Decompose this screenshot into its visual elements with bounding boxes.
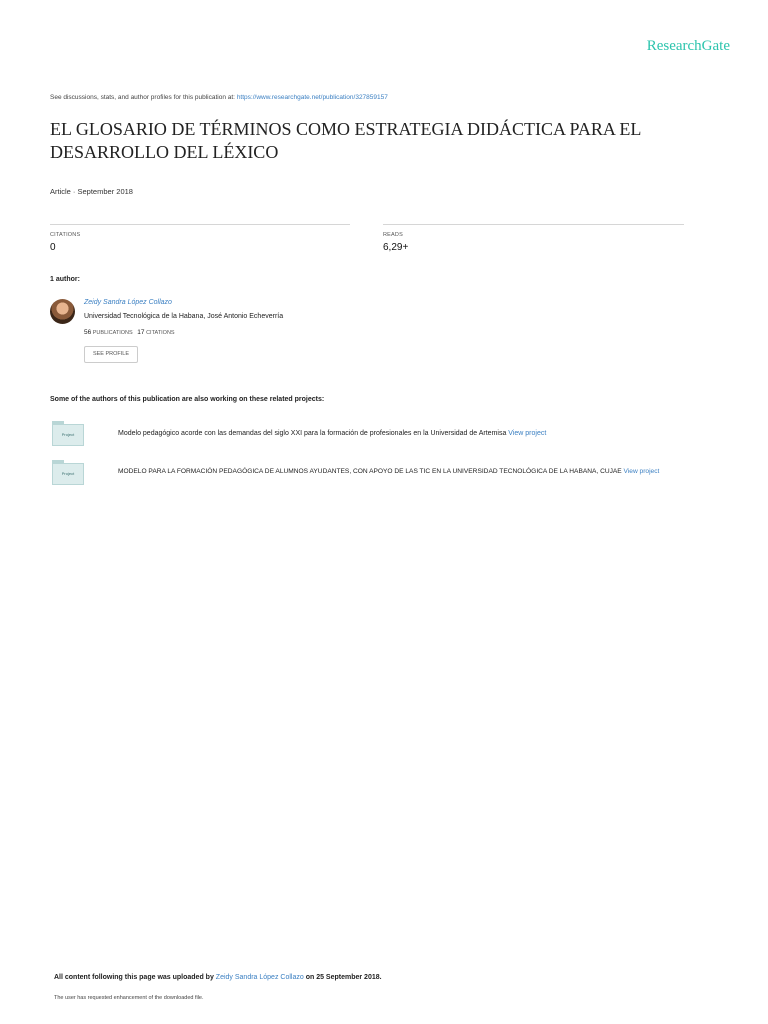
researchgate-logo[interactable]: ResearchGate (646, 38, 730, 54)
view-project-link[interactable]: View project (623, 468, 660, 475)
publication-type-date: Article · September 2018 (50, 187, 133, 196)
author-publications-count: 56 (84, 329, 92, 336)
reads-value: 6,29+ (383, 242, 409, 253)
upload-prefix: All content following this page was uploaded by (54, 974, 214, 981)
discussion-line (50, 94, 388, 101)
citations-value: 0 (50, 242, 56, 253)
author-institution: Universidad Tecnológica de la Habana, José Antonio Echeverría (84, 313, 284, 320)
project-title: MODELO PARA LA FORMACIÓN PEDAGÓGICA DE ALUMNOS AYUDANTES, CON APOYO DE LAS TIC EN LA UNIVERSIDAD TECNOLÓGICA DE LA HABANA, CUJAE (118, 468, 622, 475)
publication-url-link[interactable]: https://www.researchgate.net/publication/327859157 (236, 94, 388, 101)
authors-heading: 1 author: (50, 276, 80, 283)
reads-label: READS (383, 232, 403, 238)
upload-notice (54, 974, 382, 981)
project-item (118, 430, 546, 437)
view-project-link[interactable]: View project (508, 430, 547, 437)
reads-divider (383, 224, 684, 225)
project-item (118, 468, 659, 475)
author-citations-count: 17 (137, 329, 145, 336)
author-publications-label: PUBLICATIONS (92, 330, 133, 336)
author-citations-label: CITATIONS (146, 330, 175, 336)
upload-suffix: on 25 September 2018. (305, 974, 382, 981)
related-projects-heading: Some of the authors of this publication are also working on these related projects: (50, 396, 325, 403)
enhancement-note: The user has requested enhancement of the downloaded file. (54, 995, 204, 1001)
project-thumbnail[interactable]: Project (52, 463, 84, 485)
project-thumbnail[interactable]: Project (52, 424, 84, 446)
project-title: Modelo pedagógico acorde con las demandas del siglo XXI para la formación de profesionales en la Universidad de Artemisa (118, 430, 507, 437)
citations-divider (50, 224, 350, 225)
citations-label: CITATIONS (50, 232, 81, 238)
author-avatar[interactable] (50, 299, 75, 324)
publication-title: EL GLOSARIO DE TÉRMINOS COMO ESTRATEGIA DIDÁCTICA PARA EL DESARROLLO DEL LÉXICO (50, 119, 641, 162)
uploader-link[interactable]: Zeidy Sandra López Collazo (215, 974, 304, 981)
author-stats (84, 329, 175, 336)
see-profile-button[interactable]: SEE PROFILE (84, 346, 138, 363)
discussion-text: See discussions, stats, and author profiles for this publication at: (50, 94, 235, 101)
author-name-link[interactable]: Zeidy Sandra López Collazo (84, 299, 172, 306)
